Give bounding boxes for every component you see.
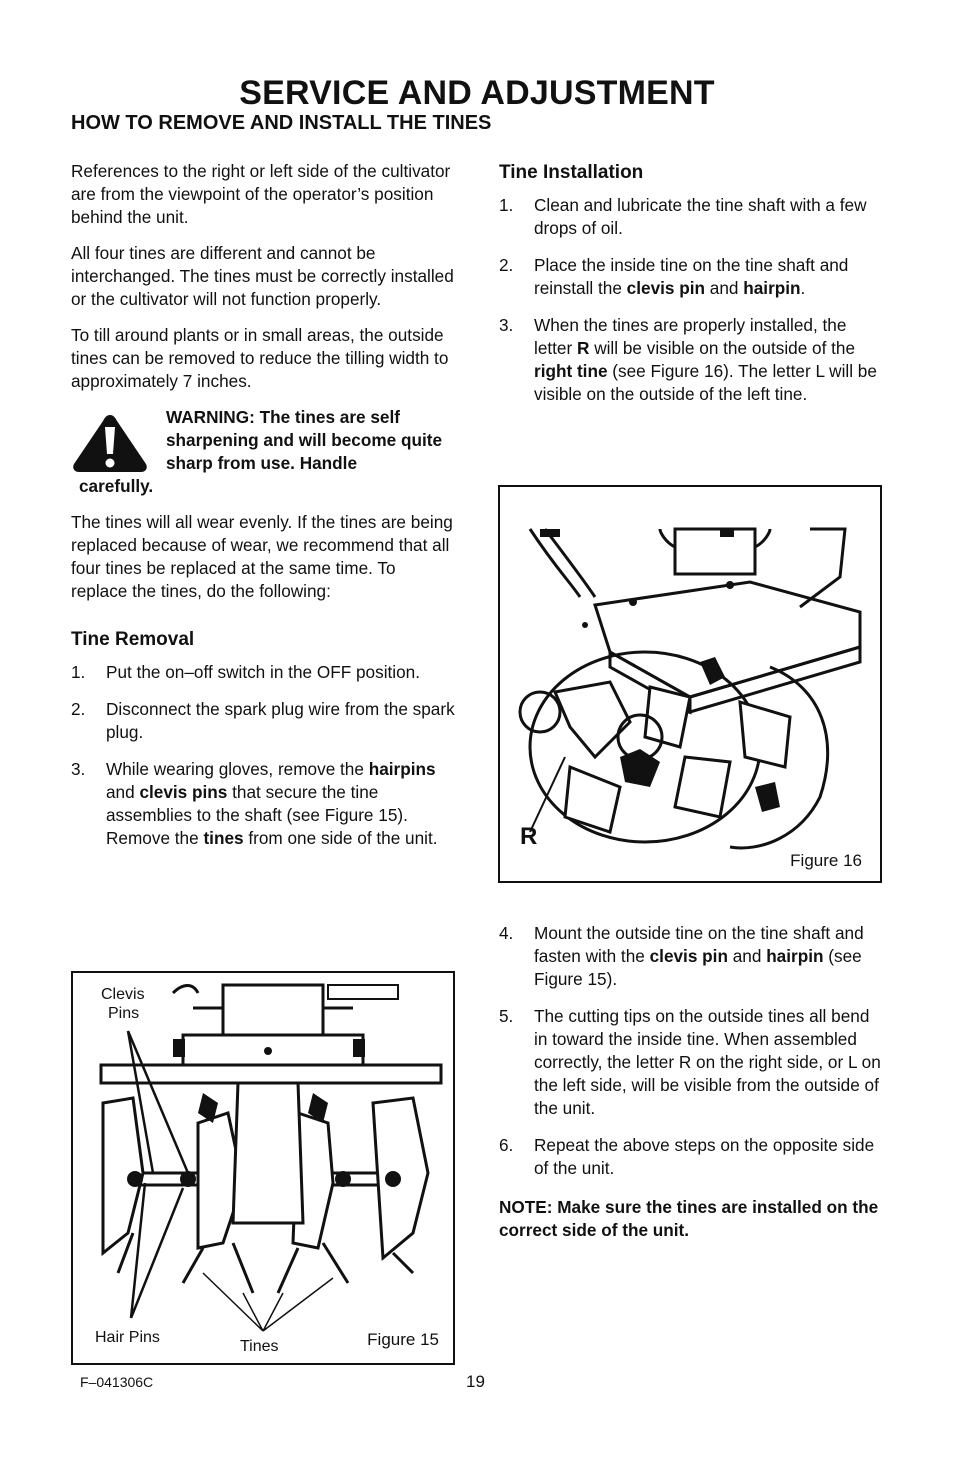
clevis-pins-label: Clevis Pins [101, 986, 145, 1022]
page-title: SERVICE AND ADJUSTMENT [239, 74, 715, 112]
tine-installation-list [499, 194, 884, 406]
note-paragraph: NOTE: Make sure the tines are installed on the correct side of the unit. [499, 1197, 879, 1240]
list-item: 1. Clean and lubricate the tine shaft with a few drops of oil. [499, 195, 867, 238]
tine-installation-list-continued [499, 922, 884, 1180]
section-heading: HOW TO REMOVE AND INSTALL THE TINES [71, 112, 492, 134]
figure-16 [498, 485, 882, 883]
warning-icon [71, 412, 149, 474]
right-tine-label: R [520, 823, 538, 850]
hair-pins-label: Hair Pins [95, 1329, 160, 1346]
tine-removal-list [71, 661, 456, 850]
figure-15-caption: Figure 15 [367, 1330, 439, 1349]
tines-label: Tines [240, 1338, 279, 1355]
right-column-lower [499, 922, 884, 1255]
tine-removal-heading: Tine Removal [71, 629, 195, 650]
wear-paragraph: The tines will all wear evenly. If the tines are being replaced because of wear, we recommend that all four tines be replaced at the same time. To replace the tines, do the following: [71, 512, 453, 601]
figure-16-caption: Figure 16 [790, 851, 862, 870]
tine-assembly-illustration [73, 973, 453, 1363]
warning-text: WARNING: The tines are self sharpening and will become quite sharp from use. Handle [166, 407, 442, 473]
tine-closeup-illustration [500, 487, 880, 881]
list-item: 5. The cutting tips on the outside tines all bend in toward the inside tine. When assembled correctly, the letter R on the right side, or L on the left side, will be visible from the outside of the unit. [499, 1006, 881, 1118]
list-item: 1. Put the on–off switch in the OFF position. [71, 662, 420, 682]
list-item: 3. While wearing gloves, remove the hairpins and clevis pins that secure the tine assemblies to the shaft (see Figure 15). Remove the tines from one side of the unit. [71, 759, 438, 848]
figure-15 [71, 971, 455, 1365]
list-item: 2. Place the inside tine on the tine shaft and reinstall the clevis pin and hairpin. [499, 255, 849, 298]
intro-paragraph: References to the right or left side of the cultivator are from the viewpoint of the operator’s position behind the unit. [71, 161, 451, 227]
till-around-plants-paragraph: To till around plants or in small areas, the outside tines can be removed to reduce the tilling width to approximately 7 inches. [71, 325, 449, 391]
list-item: 3. When the tines are properly installed, the letter R will be visible on the outside of the right tine (see Figure 16). The letter L will be visible on the outside of the left tine. [499, 315, 877, 404]
warning-text-end: carefully. [79, 476, 154, 496]
list-item: 6. Repeat the above steps on the opposite side of the unit. [499, 1135, 875, 1178]
document-code: F–041306C [80, 1374, 154, 1390]
tine-installation-heading: Tine Installation [499, 162, 644, 183]
tines-different-paragraph: All four tines are different and cannot be interchanged. The tines must be correctly installed or the cultivator will not function properly. [71, 243, 454, 309]
right-column [499, 160, 884, 420]
warning-block [71, 406, 456, 498]
list-item: 4. Mount the outside tine on the tine shaft and fasten with the clevis pin and hairpin (see Figure 15). [499, 923, 864, 989]
left-column [71, 160, 456, 864]
list-item: 2. Disconnect the spark plug wire from the spark plug. [71, 699, 455, 742]
page-number: 19 [466, 1372, 485, 1391]
